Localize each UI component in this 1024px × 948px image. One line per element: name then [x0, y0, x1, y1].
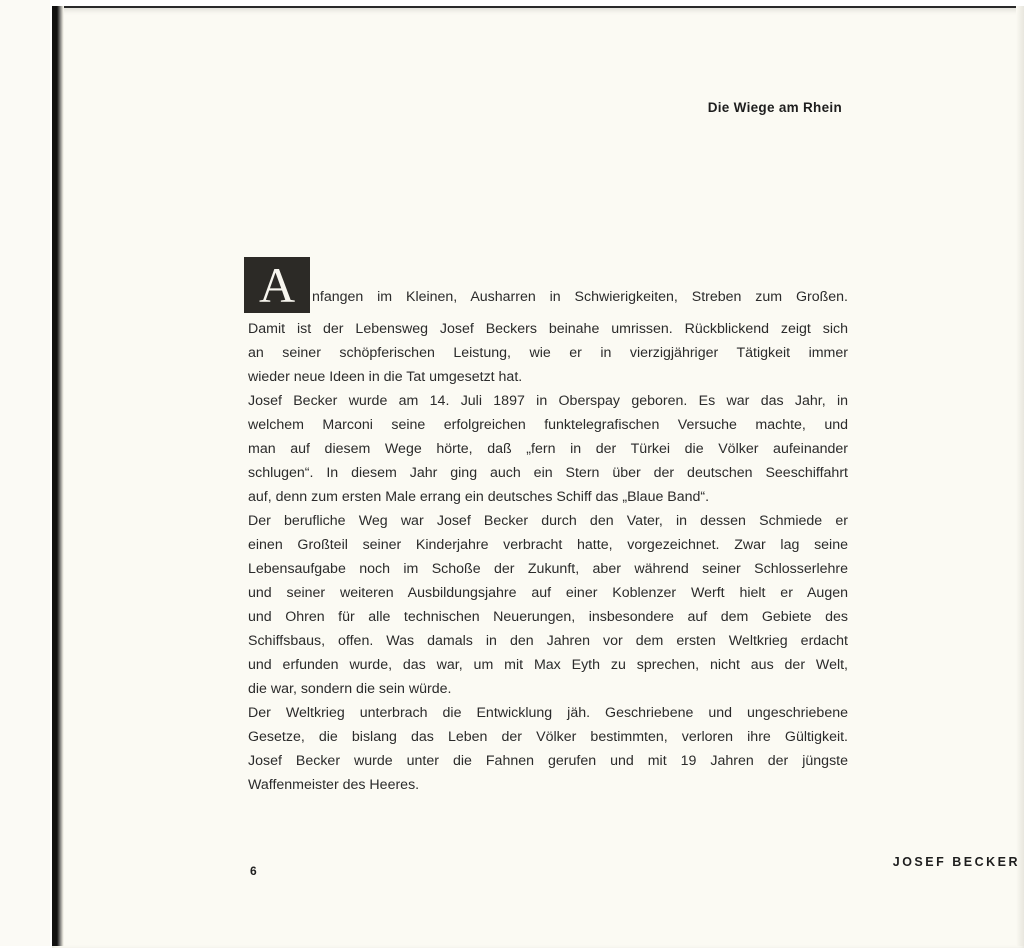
chapter-title: Die Wiege am Rhein [707, 100, 842, 115]
body-line: man auf diesem Wege hörte, daß „fern in der Türkei die Völker aufeinander [248, 441, 848, 457]
body-line: welchem Marconi seine erfolgreichen funktelegrafischen Versuche machte, und [248, 417, 848, 433]
body-line: auf, denn zum ersten Male errang ein deutsches Schiff das „Blaue Band“. [248, 489, 710, 505]
body-line: die war, sondern die sein würde. [248, 681, 452, 697]
body-line: an seiner schöpferischen Leistung, wie er in vierzigjähriger Tätigkeit immer [248, 345, 848, 361]
body-line: und seiner weiteren Ausbildungsjahre auf einer Koblenzer Werft hielt er Augen [248, 585, 848, 601]
body-line: Gesetze, die bislang das Leben der Völker bestimmten, verloren ihre Gültigkeit. [248, 729, 848, 745]
body-line: einen Großteil seiner Kinderjahre verbracht hatte, vorgezeichnet. Zwar lag seine [248, 537, 848, 553]
page-number: 6 [250, 864, 257, 878]
body-line: Der berufliche Weg war Josef Becker durch den Vater, in dessen Schmiede er [248, 513, 848, 529]
body-line: Josef Becker wurde unter die Fahnen gerufen und mit 19 Jahren der jüngste [248, 753, 848, 769]
body-line: nfangen im Kleinen, Ausharren in Schwierigkeiten, Streben zum Großen. [312, 289, 848, 305]
body-line: Damit ist der Lebensweg Josef Beckers beinahe umrissen. Rückblickend zeigt sich [248, 321, 848, 337]
left-page-margin [0, 0, 50, 946]
body-line: und erfunden wurde, das war, um mit Max Eyth zu sprechen, nicht aus der Welt, [248, 657, 848, 673]
body-line: und Ohren für alle technischen Neuerungen, insbesondere auf dem Gebiete des [248, 609, 848, 625]
body-line: Waffenmeister des Heeres. [248, 777, 420, 793]
page-edge [1016, 6, 1024, 946]
body-line: schlugen“. In diesem Jahr ging auch ein Stern über der deutschen Seeschiffahrt [248, 465, 848, 481]
body-line: Der Weltkrieg unterbrach die Entwicklung jäh. Geschriebene und ungeschriebene [248, 705, 848, 721]
body-line: Schiffsbaus, offen. Was damals in den Jahren vor dem ersten Weltkrieg erdacht [248, 633, 848, 649]
body-line: Lebensaufgabe noch im Schoße der Zukunft, aber während seiner Schlosserlehre [248, 561, 848, 577]
running-footer: JOSEF BECKER [892, 855, 1020, 869]
book-spine [52, 6, 64, 946]
body-line: wieder neue Ideen in die Tat umgesetzt hat. [248, 369, 523, 385]
drop-cap: A [244, 257, 310, 313]
body-line: Josef Becker wurde am 14. Juli 1897 in Oberspay geboren. Es war das Jahr, in [248, 393, 848, 409]
